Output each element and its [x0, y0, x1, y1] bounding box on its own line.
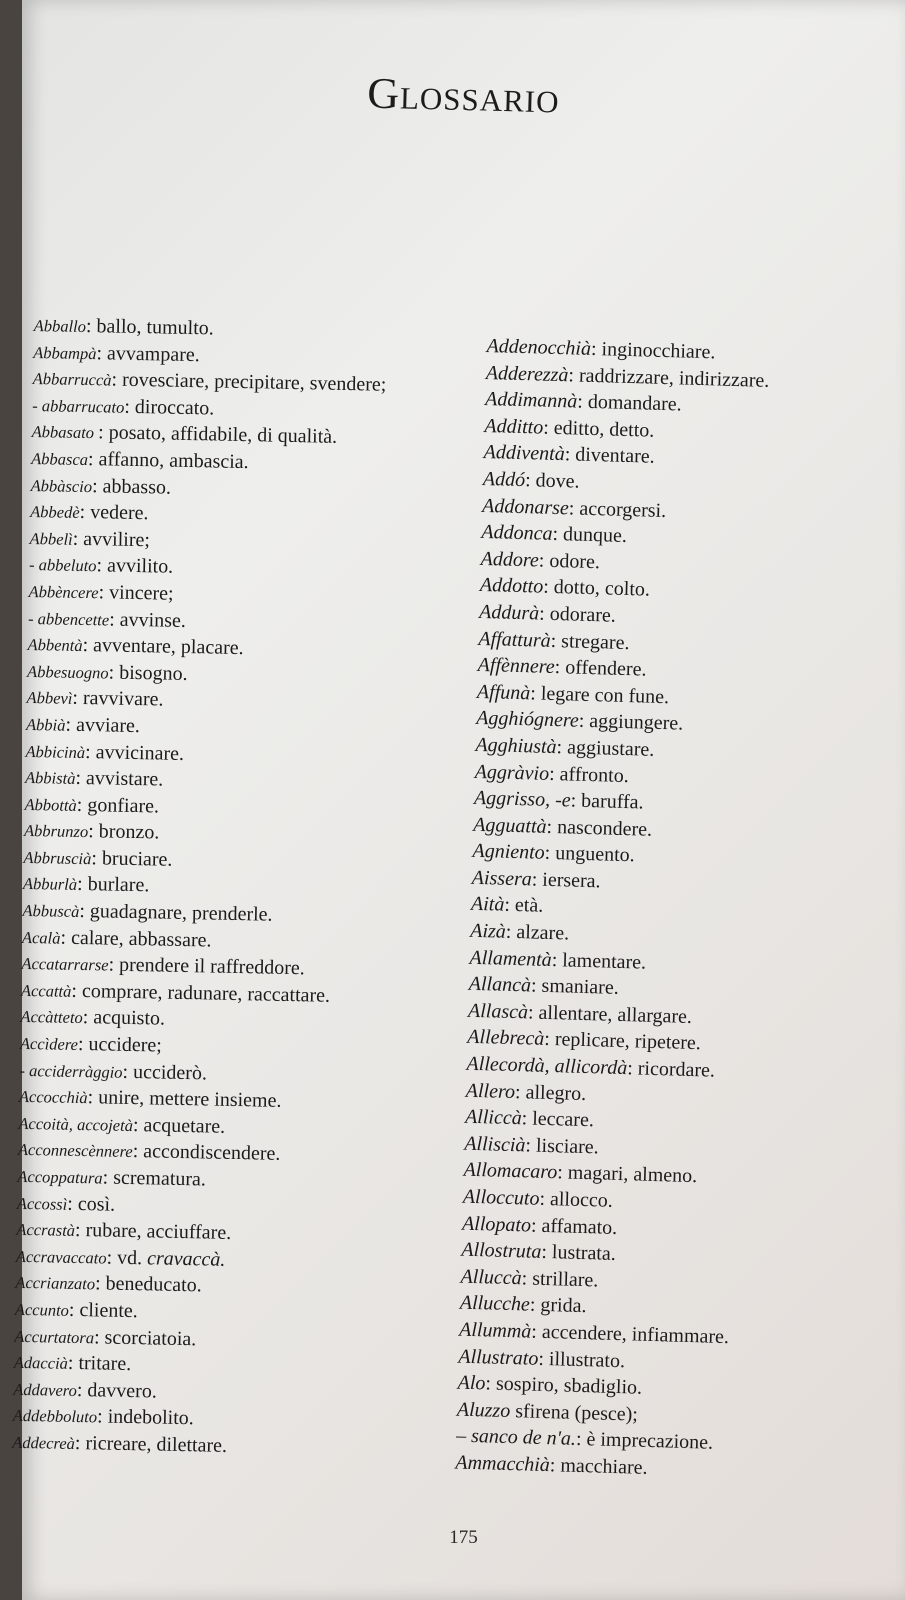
term-separator: : — [124, 395, 131, 418]
glossary-definition: domandare. — [582, 390, 683, 416]
glossary-term: Abbèncere — [28, 581, 99, 603]
glossary-definition: affanno, ambascia. — [93, 448, 249, 474]
term-separator: : — [79, 501, 86, 524]
term-separator: : — [556, 736, 563, 759]
glossary-term: Abbistà — [24, 768, 76, 788]
glossary-term: Aggrisso, -e — [473, 786, 571, 812]
term-separator: : — [505, 920, 512, 943]
page-number: 175 — [449, 1527, 478, 1548]
glossary-term: Abballo — [33, 315, 87, 336]
glossary-definition: aggiungere. — [584, 710, 684, 735]
glossary-definition: uccidere; — [83, 1033, 163, 1057]
glossary-term: Acalà — [21, 927, 61, 948]
glossary-definition: vincere; — [103, 581, 174, 605]
glossary-definition: affamato. — [536, 1214, 618, 1239]
term-separator: : — [531, 868, 538, 891]
glossary-definition: offendere. — [559, 656, 647, 681]
glossary-definition: inginocchiare. — [596, 338, 716, 364]
glossary-term: Alluccà — [460, 1265, 523, 1290]
glossary-definition: abbasso. — [97, 474, 172, 499]
glossary-term: Abbasca — [31, 448, 89, 470]
term-separator: : — [524, 469, 531, 492]
term-separator: : — [485, 1372, 492, 1395]
glossary-term: Allascà — [467, 999, 529, 1024]
glossary-definition: burlare. — [82, 873, 150, 897]
glossary-definition: dove. — [530, 469, 580, 493]
glossary-definition: accondiscendere. — [138, 1140, 281, 1166]
glossary-definition: bisogno. — [114, 661, 188, 685]
term-separator: : — [122, 1060, 129, 1083]
term-separator: : — [514, 1080, 521, 1103]
term-separator: : — [65, 713, 72, 736]
glossary-definition: accorgersi. — [574, 497, 667, 522]
glossary-term: Addecreà — [12, 1432, 76, 1453]
term-separator: : — [87, 448, 94, 471]
term-separator: : — [97, 421, 104, 444]
term-separator: : — [549, 1454, 556, 1477]
glossary-definition: unguento. — [549, 842, 635, 867]
glossary-term: Abbottà — [24, 794, 77, 815]
term-separator: : — [76, 1378, 83, 1401]
glossary-term: Addonarse — [481, 494, 570, 519]
term-separator: : — [626, 1057, 634, 1080]
glossary-term: Addore — [480, 547, 540, 572]
glossary-definition: ravvivare. — [77, 687, 164, 711]
glossary-definition: ricreare, dilettare. — [80, 1432, 228, 1457]
glossary-term: Allummà — [458, 1318, 532, 1343]
glossary-definition: allegro. — [520, 1080, 587, 1105]
glossary-term: Addimannà — [484, 388, 578, 413]
glossary-definition: davvero. — [82, 1378, 158, 1403]
term-separator: : — [102, 1166, 109, 1189]
term-separator: : — [538, 602, 546, 625]
glossary-term: Affènnere — [477, 653, 556, 679]
term-separator: : — [108, 953, 115, 976]
glossary-term: Abbrunzo — [23, 821, 89, 842]
glossary-definition: replicare, ripetere. — [549, 1028, 702, 1055]
term-separator: : — [91, 847, 98, 870]
term-separator: : — [521, 1267, 528, 1290]
term-separator: : — [590, 337, 597, 361]
term-separator: : — [542, 576, 550, 599]
term-separator: : — [71, 979, 78, 1002]
glossary-term: Allomacaro — [463, 1159, 558, 1184]
glossary-definition: lamentare. — [556, 948, 647, 974]
term-separator: : — [96, 1405, 103, 1428]
glossary-definition: alzare. — [511, 920, 570, 945]
glossary-term: Agghiógnere — [475, 707, 580, 733]
term-separator: : — [108, 661, 115, 684]
glossary-definition: legare con fune. — [535, 682, 670, 708]
glossary-definition: tritare. — [73, 1352, 132, 1376]
glossary-definition: allentare, allargare. — [533, 1001, 693, 1028]
glossary-definition: unire, mettere insieme. — [93, 1086, 282, 1113]
glossary-term: Addurà — [478, 600, 540, 625]
glossary-term: Allopato — [461, 1212, 532, 1237]
glossary-term: Accoità, accojetà — [18, 1113, 134, 1135]
term-separator: : — [82, 634, 89, 657]
term-separator: : — [87, 820, 94, 843]
glossary-definition: leccare. — [526, 1107, 595, 1132]
glossary-term: Abbicinà — [25, 741, 86, 762]
glossary-definition: rovesciare, precipitare, svendere; — [116, 368, 387, 396]
glossary-definition: gonfiare. — [82, 793, 160, 818]
glossary-term: Aluzzo — [456, 1398, 511, 1422]
glossary-term: Allucche — [459, 1292, 531, 1316]
glossary-term: Accoppatura — [17, 1166, 103, 1188]
glossary-term: Accossì — [16, 1193, 68, 1214]
glossary-term: Agniento — [472, 840, 546, 865]
glossary-term: Accàtteto — [20, 1007, 83, 1028]
glossary-term: Abbàscio — [30, 475, 93, 496]
term-separator: : — [568, 363, 575, 387]
glossary-definition: odorare. — [544, 602, 617, 627]
glossary-term: Abbevì — [26, 688, 73, 709]
glossary-term: Accrastà — [16, 1220, 76, 1241]
glossary-definition: avvinse. — [114, 608, 187, 632]
glossary-term: Acconnescènnere — [17, 1140, 133, 1162]
term-separator: : — [504, 894, 511, 917]
term-separator: : — [94, 1272, 101, 1295]
term-separator: : — [82, 1006, 89, 1029]
term-separator: : — [91, 474, 98, 497]
glossary-definition: editto, detto. — [548, 416, 655, 442]
term-separator: : — [568, 496, 575, 520]
glossary-definition: odore. — [544, 549, 601, 573]
term-separator: : — [60, 926, 67, 949]
glossary-term: - abbeluto — [28, 555, 97, 576]
term-separator: : — [75, 766, 82, 790]
glossary-entry — [12, 1429, 366, 1462]
term-separator: : — [72, 687, 79, 710]
term-separator: : — [570, 789, 577, 812]
glossary-definition: indebolito. — [102, 1405, 194, 1430]
glossary-definition: calare, abbassare. — [65, 926, 212, 952]
glossary-definition: stregare. — [555, 629, 630, 654]
term-separator: : — [578, 710, 585, 733]
glossary-term: Adderezzà — [485, 361, 569, 386]
glossary-definition: macchiare. — [555, 1454, 648, 1479]
term-separator: : — [577, 390, 584, 413]
term-separator: : — [544, 1028, 551, 1051]
term-separator: : — [575, 1428, 582, 1451]
term-separator: : — [76, 793, 83, 816]
term-separator: : — [550, 629, 557, 652]
glossary-term: Accunto — [14, 1299, 70, 1320]
glossary-term: Abbelì — [29, 528, 73, 549]
glossary-definition: iersera. — [537, 868, 601, 893]
glossary-column-right — [455, 333, 770, 1484]
term-separator: : — [554, 656, 561, 679]
glossary-term: Allero — [465, 1079, 516, 1103]
glossary-term: Agguattà — [472, 813, 547, 838]
term-separator: : — [544, 842, 551, 865]
term-separator: : — [529, 682, 537, 705]
glossary-cross-reference: cravaccà. — [146, 1247, 226, 1271]
term-separator: : — [525, 1134, 532, 1157]
glossary-term: Aissera — [471, 866, 533, 891]
page-title: Glossario — [366, 68, 561, 123]
glossary-term: – sanco de n'a. — [455, 1424, 577, 1451]
glossary-term: Allebrecà — [467, 1026, 545, 1051]
glossary-term: Accravaccato — [15, 1246, 107, 1268]
glossary-definition: allocco. — [544, 1187, 614, 1212]
term-separator: : — [556, 1161, 564, 1184]
term-separator: : — [84, 740, 91, 763]
term-separator: : — [521, 1107, 528, 1130]
glossary-term: Allecordà, allicordà — [466, 1052, 628, 1080]
term-separator: : — [87, 1086, 94, 1109]
glossary-definition: affronto. — [554, 762, 630, 787]
glossary-column-left — [12, 312, 388, 1462]
glossary-definition: accendere, infiammare. — [536, 1320, 730, 1349]
glossary-term: Aizà — [469, 919, 507, 943]
glossary-term: - abbencette — [27, 608, 110, 630]
glossary-definition: lustrata. — [546, 1241, 617, 1266]
glossary-term: Allustrato — [458, 1345, 539, 1370]
term-separator: : — [564, 443, 571, 466]
glossary-definition: lisciare. — [530, 1134, 600, 1159]
term-separator: : — [96, 341, 103, 364]
glossary-term: Alo — [457, 1371, 486, 1395]
glossary-term: Addotto — [479, 574, 544, 599]
glossary-definition: bruciare. — [96, 847, 173, 871]
glossary-definition: sfirena (pesce); — [509, 1399, 639, 1426]
glossary-definition: avvicinare. — [90, 740, 185, 765]
term-separator: : — [529, 1293, 536, 1317]
glossary-definition: avvilito. — [101, 554, 174, 579]
glossary-definition: guadagnare, prenderle. — [84, 900, 273, 926]
term-separator: : — [72, 527, 79, 550]
glossary-definition: bronzo. — [93, 820, 160, 844]
glossary-term: Abbarruccà — [32, 369, 112, 390]
glossary-definition: scrematura. — [107, 1166, 207, 1191]
glossary-term: Ammacchià — [455, 1451, 551, 1477]
glossary-definition: rubare, acciuffare. — [80, 1219, 232, 1245]
glossary-definition: comprare, radunare, raccattare. — [76, 979, 331, 1007]
glossary-definition: avviare. — [70, 713, 141, 738]
glossary-definition: cliente. — [74, 1298, 138, 1323]
glossary-definition: prendere il raffreddore. — [113, 953, 305, 980]
glossary-term: Affunà — [476, 680, 531, 705]
glossary-definition: così. — [72, 1192, 116, 1216]
term-separator: : — [111, 368, 118, 391]
term-separator: : — [551, 948, 558, 971]
term-separator: : — [132, 1140, 139, 1163]
term-separator: : — [539, 1187, 546, 1210]
term-separator: : — [106, 1246, 113, 1269]
term-separator: : — [74, 1431, 81, 1455]
glossary-definition: dunque. — [557, 523, 628, 548]
glossary-term: Accurtatora — [14, 1326, 95, 1347]
glossary-term: Addebboluto — [12, 1406, 98, 1427]
term-separator: : — [74, 1219, 81, 1242]
glossary-definition: sospiro, sbadiglio. — [490, 1372, 643, 1399]
term-separator: : — [542, 416, 550, 439]
glossary-definition: aggiustare. — [561, 736, 655, 761]
glossary-term: Accìdere — [19, 1033, 79, 1055]
glossary-definition: ricordare. — [632, 1057, 716, 1082]
glossary-definition: grida. — [535, 1294, 587, 1318]
term-separator: : — [546, 815, 553, 838]
glossary-term: Abburlà — [22, 874, 78, 895]
glossary-definition: acquetare. — [138, 1113, 226, 1138]
glossary-definition: avventare, placare. — [87, 634, 244, 660]
glossary-term: Abbedè — [29, 502, 80, 523]
glossary-definition: vd. — [111, 1246, 148, 1270]
glossary-definition: scorciatoia. — [99, 1326, 197, 1350]
glossary-term: Abbià — [25, 714, 66, 735]
term-separator: : — [541, 1241, 548, 1264]
term-separator: : — [68, 1298, 75, 1321]
term-separator: : — [530, 974, 537, 997]
glossary-definition: ucciderò. — [127, 1060, 208, 1085]
term-separator: : — [67, 1352, 74, 1375]
glossary-term: Abbampà — [33, 342, 97, 363]
glossary-term: Accocchià — [18, 1087, 88, 1108]
glossary-term: Alliscià — [464, 1132, 526, 1157]
term-separator: : — [98, 581, 105, 604]
term-separator: : — [77, 1033, 84, 1056]
glossary-term: Addavero — [13, 1379, 78, 1400]
book-page — [12, 0, 905, 1600]
glossary-term: Addiventà — [483, 441, 566, 466]
glossary-definition: avvistare. — [80, 767, 164, 791]
glossary-term: Abbasato — [31, 422, 99, 443]
glossary-term: - abbarrucato — [32, 395, 125, 417]
glossary-term: Abbesuogno — [26, 661, 109, 683]
glossary-definition: diroccato. — [129, 395, 215, 420]
glossary-definition: avvampare. — [101, 341, 200, 366]
glossary-term: Alloccuto — [462, 1185, 540, 1210]
glossary-definition: posato, affidabile, di qualità. — [103, 421, 338, 449]
glossary-definition: smaniare. — [536, 974, 620, 1000]
glossary-term: Allamentà — [469, 946, 553, 971]
glossary-term: Accattà — [20, 980, 72, 1001]
glossary-definition: è imprecazione. — [581, 1428, 714, 1455]
glossary-term: Addenocchià — [486, 334, 592, 360]
term-separator: : — [552, 523, 559, 546]
glossary-term: Alliccà — [464, 1105, 523, 1130]
glossary-term: Abbuscà — [22, 900, 80, 922]
glossary-term: Abbruscià — [23, 847, 92, 869]
term-separator: : — [538, 1347, 545, 1370]
term-separator: : — [85, 315, 92, 338]
glossary-term: Addó — [482, 467, 526, 492]
term-separator: : — [93, 1325, 100, 1349]
term-separator: : — [96, 554, 103, 577]
term-separator: : — [548, 762, 556, 785]
glossary-definition: diventare. — [569, 443, 655, 469]
term-separator: : — [109, 608, 115, 631]
glossary-definition: avvilire; — [78, 527, 151, 552]
glossary-term: Affatturà — [478, 627, 551, 652]
glossary-definition: illustrato. — [543, 1347, 626, 1372]
glossary-term: Aità — [470, 893, 505, 917]
glossary-definition: vedere. — [85, 501, 149, 525]
term-separator: : — [527, 1001, 534, 1024]
glossary-definition: età. — [509, 894, 544, 918]
glossary-term: Abbentà — [27, 635, 83, 656]
glossary-definition: baruffa. — [575, 789, 644, 814]
glossary-term: Accrianzato — [15, 1273, 96, 1294]
glossary-definition: raddrizzare, indirizzare. — [573, 364, 770, 392]
glossary-definition: beneducato. — [100, 1272, 202, 1297]
glossary-definition: magari, almeno. — [562, 1161, 698, 1188]
glossary-term: Allostruta — [461, 1238, 542, 1264]
term-separator: : — [530, 1214, 537, 1237]
glossary-definition: nascondere. — [551, 815, 653, 841]
glossary-term: Additto — [484, 414, 544, 439]
glossary-term: Accatarrarse — [21, 954, 109, 975]
term-separator: : — [67, 1192, 74, 1215]
glossary-term: Allancà — [468, 973, 532, 997]
term-separator: : — [132, 1113, 139, 1136]
glossary-term: - acciderràggio — [19, 1060, 123, 1082]
term-separator: : — [79, 900, 86, 923]
glossary-term: Adaccià — [13, 1352, 69, 1373]
term-separator: : — [531, 1320, 538, 1343]
glossary-definition: dotto, colto. — [548, 576, 651, 601]
glossary-definition: strillare. — [526, 1267, 599, 1292]
term-separator: : — [538, 549, 545, 572]
term-separator: : — [76, 873, 83, 896]
glossary-definition: ballo, tumulto. — [91, 315, 214, 340]
glossary-term: Addonca — [481, 521, 553, 546]
glossary-term: Aggràvio — [474, 760, 550, 785]
glossary-definition: acquisto. — [88, 1006, 166, 1031]
glossary-term: Agghiustà — [475, 733, 557, 759]
